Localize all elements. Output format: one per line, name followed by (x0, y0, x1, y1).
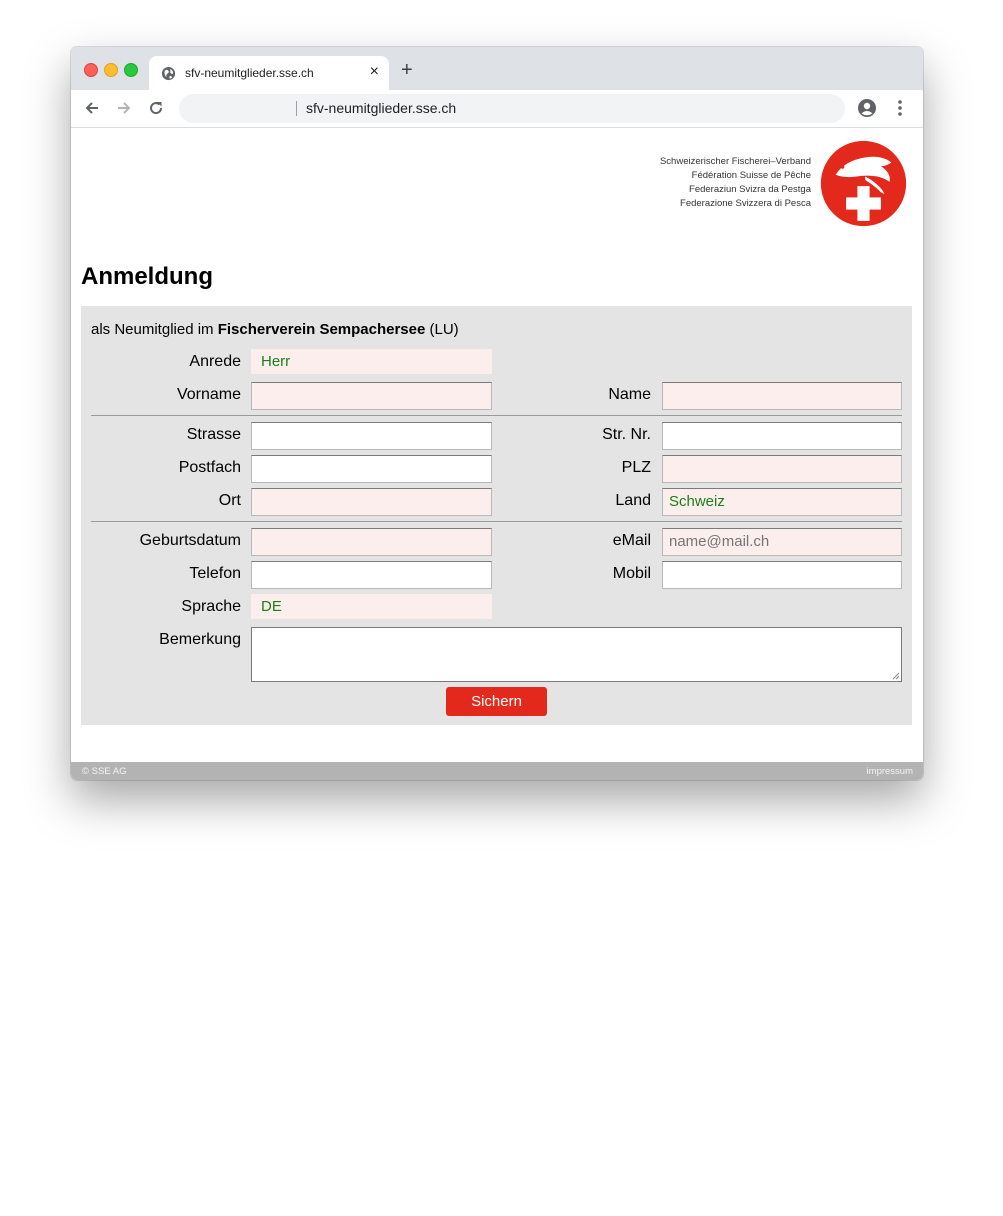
telefon-label: Telefon (189, 565, 241, 582)
copyright-text: © SSE AG (82, 766, 127, 777)
tab-close-icon[interactable]: × (369, 63, 379, 80)
forward-icon[interactable] (115, 99, 133, 117)
reload-icon[interactable] (147, 99, 165, 117)
bemerkung-label: Bemerkung (159, 631, 241, 648)
sprache-label: Sprache (181, 598, 241, 615)
resize-handle-icon[interactable] (892, 672, 900, 680)
org-name-fr: Fédération Suisse de Pêche (691, 170, 811, 181)
org-name-it: Federazione Svizzera di Pesca (680, 198, 811, 209)
postfach-label: Postfach (178, 459, 241, 476)
url-text: sfv-neumitglieder.sse.ch (306, 100, 457, 116)
omnibox-separator (296, 101, 297, 116)
telefon-input[interactable] (251, 561, 492, 589)
divider (91, 415, 902, 416)
org-name-de: Schweizerischer Fischerei–Verband (659, 156, 811, 167)
strasse-input[interactable] (251, 422, 492, 450)
land-select[interactable]: Schweiz (662, 488, 902, 516)
strasse-label: Strasse (186, 426, 241, 443)
name-label: Name (608, 386, 651, 403)
tab-bar (71, 47, 923, 90)
ort-label: Ort (218, 492, 241, 509)
org-names (660, 155, 811, 211)
club-name: Fischerverein Sempachersee (217, 321, 426, 338)
plz-input[interactable] (662, 455, 902, 483)
geburtsdatum-label: Geburtsdatum (139, 532, 241, 549)
str-nr-label: Str. Nr. (602, 426, 651, 443)
intro-prefix: als Neumitglied im (91, 321, 218, 338)
account-icon[interactable] (857, 98, 877, 118)
sprache-select[interactable]: DE (251, 594, 492, 619)
vorname-input[interactable] (251, 382, 492, 410)
vorname-label: Vorname (176, 386, 241, 403)
mobil-input[interactable] (662, 561, 902, 589)
browser-toolbar (71, 90, 923, 128)
zoom-window-button[interactable] (124, 63, 138, 77)
menu-icon[interactable] (894, 99, 906, 117)
browser-window (71, 47, 923, 780)
org-name-rm: Federaziun Svizra da Pestga (689, 184, 811, 195)
plz-label: PLZ (621, 459, 651, 476)
back-icon[interactable] (83, 99, 101, 117)
divider (91, 521, 902, 522)
sfv-logo (820, 140, 907, 227)
ort-input[interactable] (251, 488, 492, 516)
anrede-select[interactable]: Herr (251, 349, 492, 374)
name-input[interactable] (662, 382, 902, 410)
email-input[interactable]: name@mail.ch (662, 528, 902, 556)
intro-text (91, 321, 459, 338)
new-tab-button[interactable]: + (401, 59, 413, 81)
anrede-label: Anrede (189, 353, 241, 370)
intro-suffix: (LU) (425, 321, 459, 338)
postfach-input[interactable] (251, 455, 492, 483)
browser-tab[interactable] (149, 56, 389, 90)
land-label: Land (615, 492, 651, 509)
email-label: eMail (612, 532, 651, 549)
globe-icon (161, 66, 176, 81)
geburtsdatum-input[interactable] (251, 528, 492, 556)
page-title: Anmeldung (81, 263, 213, 290)
footer (71, 762, 923, 780)
bemerkung-textarea[interactable] (251, 627, 902, 682)
str-nr-input[interactable] (662, 422, 902, 450)
address-bar[interactable] (179, 94, 845, 123)
mobil-label: Mobil (612, 565, 651, 582)
impressum-link[interactable]: impressum (866, 766, 913, 777)
minimize-window-button[interactable] (104, 63, 118, 77)
close-window-button[interactable] (84, 63, 98, 77)
save-button[interactable]: Sichern (446, 687, 547, 716)
tab-title: sfv-neumitglieder.sse.ch (185, 66, 314, 80)
page-content (71, 128, 923, 780)
registration-form (81, 306, 912, 725)
